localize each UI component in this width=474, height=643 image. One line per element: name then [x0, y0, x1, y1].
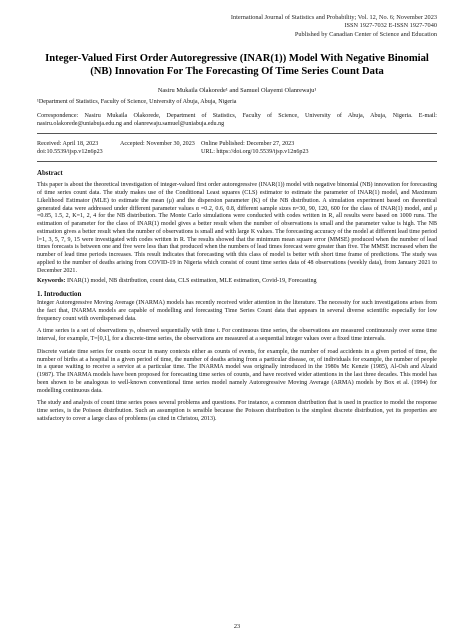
paper-title: Integer-Valued First Order Autoregressive (INAR(1)) Model With Negative Binomial (NB) Innovation For The Forecasting Of Time Series Count Data [45, 52, 429, 78]
abstract-heading: Abstract [37, 170, 63, 178]
introduction-heading: 1. Introduction [37, 291, 82, 299]
authors: Nasiru Mukaila Olakorede¹ and Samuel Olayemi Olanrewaju¹ [157, 87, 317, 95]
doi: doi:10.5539/ijsp.v12n6p23 [37, 149, 103, 156]
dates-row [37, 140, 437, 148]
accepted-date: Accepted: November 30, 2023 [120, 141, 195, 148]
divider-top [37, 133, 437, 134]
correspondence: Correspondence: Nasiru Mukaila Olakorede, Department of Statistics, Faculty of Science, University of Abuja, Abuja, Nigeria. E-mail: nasiru.olakorede@uniabuja.edu.ng and olanrewaju.samuel@uniabuja.edu.ng [37, 113, 437, 128]
keywords-label: Keywords: [37, 278, 66, 285]
divider-bottom [37, 161, 437, 162]
intro-paragraph-2: A time series is a set of observations yₜ, observed sequentially with time t. For continuous time series, the observations are measured continuously over some time interval, for example, T=[0,1], for a discrete-time series, the observations are measured at a sequential integer values over a fixed time intervals. [37, 328, 437, 343]
page-number: 23 [233, 623, 241, 630]
publisher-line: Published by Canadian Center of Science and Education [294, 30, 437, 38]
intro-paragraph-1: Integer Autoregressive Moving Average (INARMA) models has recently received wider attention in the literature. The necessity for such investigations arises from the fact that, INARMA models are capable of modelling and forecasting Time Series Count data that appears in several diverse scientific especially for low frequency count with overdispersed data. [37, 300, 437, 322]
keywords [37, 278, 437, 286]
issn-line: ISSN 1927-7032 E-ISSN 1927-7040 [344, 22, 437, 30]
online-date: Online Published: December 27, 2023 [201, 141, 295, 148]
received-date: Received: April 18, 2023 [37, 141, 99, 148]
abstract-text: This paper is about the theoretical investigation of integer-valued first order autoregressive (INAR(1)) model with negative binomial (NB) innovation for forecasting of time series count data. The study makes use of the Conditional Least squares (CLS) estimator to estimate the parameter of INAR(1) model, and Maximum Likelihood Estimator (MLE) to estimate the mean (μ) and the dispersion parameter (K) of the NB distribution. A simulation experiment based on theoretical generated data were addressed under different parameter values α =0.2, 0.6, 0.8, different sample sizes n=30, 90, 120, 600 for the class of INAR(1) model, and μ =0.85, 1.5, 2, K=1, 2, 4 for the NB distribution. The Monte Carlo simulations were conducted with codes written in R, all results were based on 1000 runs. The estimation of parameter for the class of INAR(1) model gives a better result when the number of observations is small and the parameter value is high. The NB estimation gives a better result when the number of observations is small and with large K values. The forecasting accuracy of the model at different lead time period l=1, 3, 5, 7, 9, 15 were investigated with codes written in R. The results showed that the minimum mean square error (MMSE) produced when the number of lead times forecasts is between one and five were less than that produced when the numbers of lead times forecast were greater than five. The MMSE increased when the number of lead time periods increases. This result indicates that forecasting with this class of model is better with short time frame of predictions. The study was applied to the number of deaths arising from COVID-19 in Nigeria which consist of count time series data of 48 observations (weekly data), from January 2021 to December 2021. [37, 182, 437, 274]
doi-row [37, 148, 437, 156]
publication-dates [37, 140, 437, 156]
intro-paragraph-3: Discrete variate time series for counts occur in many contexts either as counts of events, for example, the number of road accidents in a given period of time, the number of births at a hospital in a given period of time, the number of deaths arising from a particular disease, or, of individuals for example, the number of people in a queue waiting to receive a service at a particular time. The INARMA model was originally introduced in the 1980s Mc Kenzie (1985), Al-Osh and Alzaid (1987). The INARMA models have been proposed for forecasting time series of counts, and have received wider attentions in the last three decades. This model has been shown to be analogous to well-known conventional time series model namely Autoregressive Moving Average (ARMA) models by Box et al. (1994) for modelling continuous data. [37, 348, 437, 394]
journal-header [37, 14, 437, 39]
affiliation: ¹Department of Statistics, Faculty of Science, University of Abuja, Abuja, Nigeria [37, 99, 237, 106]
keywords-list: INAR(1) model, NB distribution, count data, CLS estimation, MLE estimation, Covid-19, Forecasting [65, 278, 317, 285]
journal-citation-line: International Journal of Statistics and Probability; Vol. 12, No. 6; November 2023 [230, 14, 437, 21]
doi-url-link[interactable]: URL: https://doi.org/10.5539/ijsp.v12n6p23 [201, 149, 309, 156]
intro-paragraph-4: The study and analysis of count time series poses several problems and questions. For instance, a common distribution that is used in practice to model the response time series, is the Poisson distribution. Such an assumption is sensible because the Poisson distribution is the simplest discrete distribution, yet its properties are satisfactory to cover a large class of problems (as cited in Christou, 2013). [37, 400, 437, 422]
